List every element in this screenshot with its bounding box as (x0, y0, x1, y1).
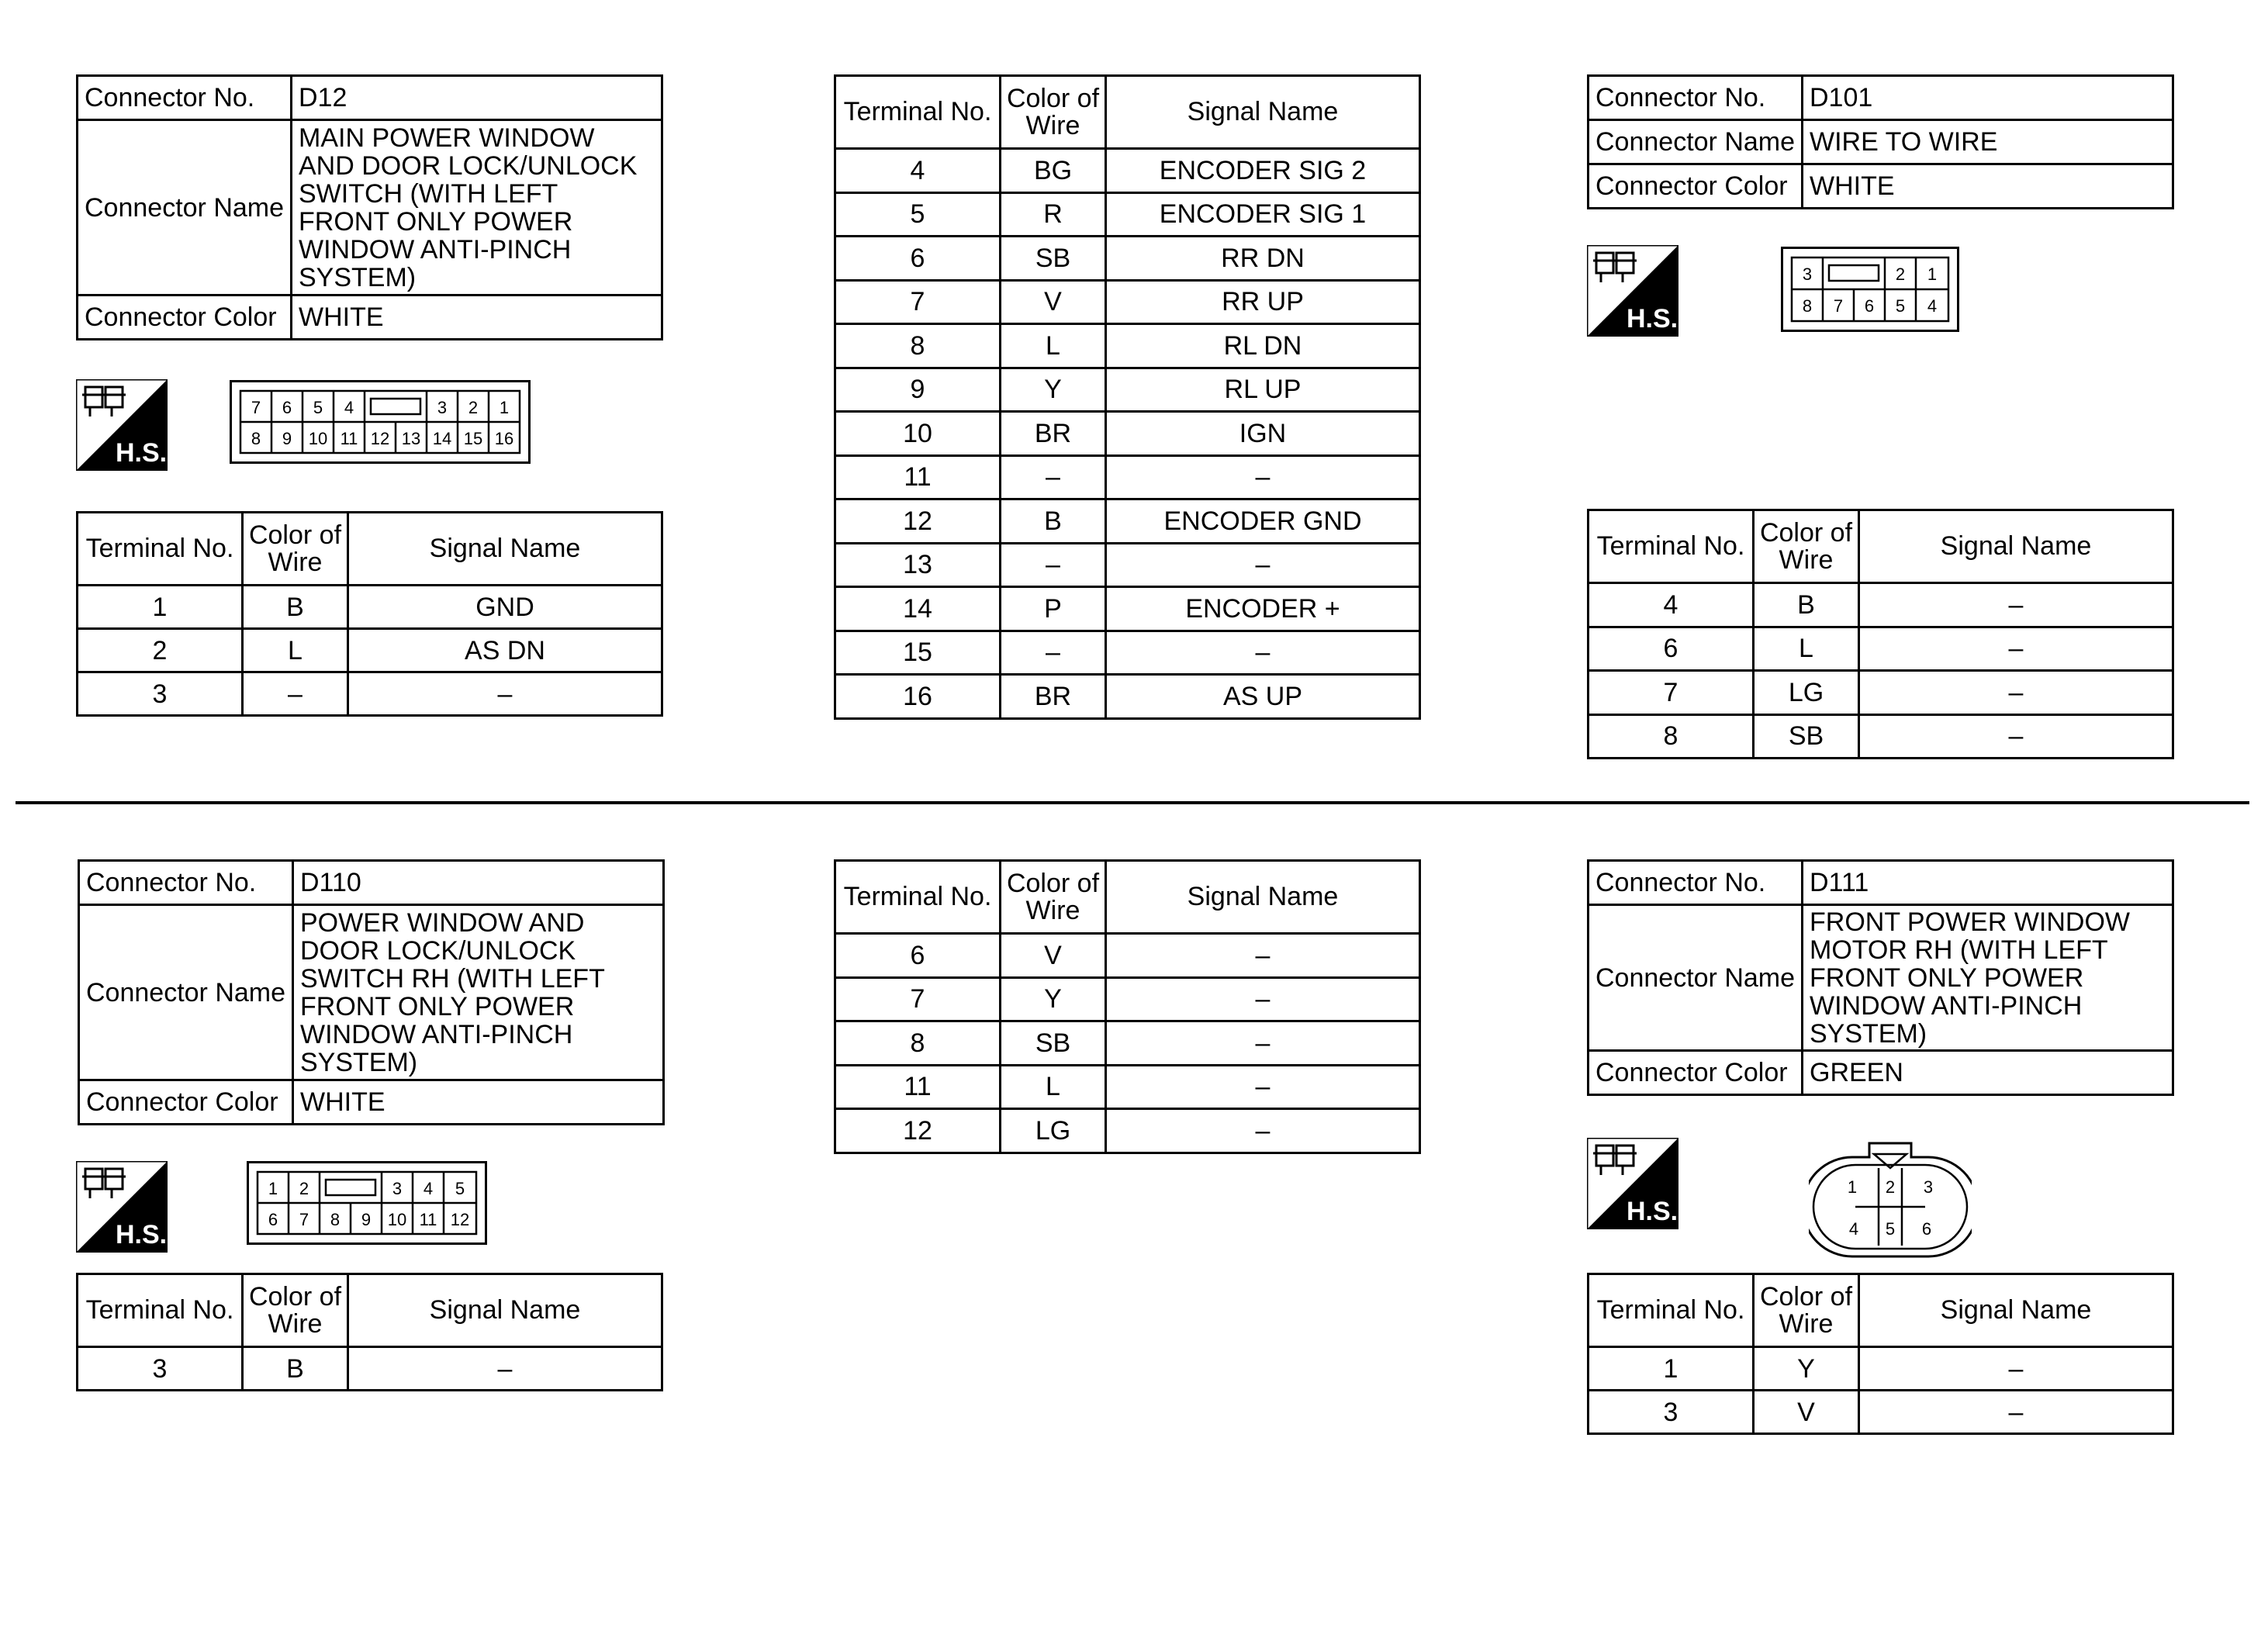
connector-face-d101 (1781, 247, 1959, 332)
pin-label: 4 (1927, 296, 1938, 316)
pin-label: 10 (308, 429, 328, 448)
pin-label: 5 (1885, 1219, 1896, 1239)
table-row: 8 L RL DN (835, 324, 1420, 368)
terminal-no-header: Terminal No. (1589, 1274, 1754, 1347)
pin-label: 4 (1848, 1219, 1859, 1239)
signal-name-header: Signal Name (1106, 861, 1420, 934)
terminal-no-header: Terminal No. (835, 76, 1001, 149)
pin-label: 2 (1885, 1177, 1896, 1197)
terminal-table-d101 (1587, 509, 2174, 759)
connector-no-label: Connector No. (78, 76, 292, 120)
connector-color-value: GREEN (1803, 1051, 2173, 1095)
table-row: 15 – – (835, 631, 1420, 675)
connector-info-d12 (76, 74, 663, 340)
connector-info-d110 (78, 859, 665, 1125)
pin-label: 13 (401, 429, 421, 448)
connector-info-d111 (1587, 859, 2174, 1096)
connector-name-value: FRONT POWER WINDOW MOTOR RH (WITH LEFT FRONT ONLY POWER WINDOW ANTI-PINCH SYSTEM) (1803, 905, 2173, 1051)
pin-label: 7 (251, 398, 261, 417)
pin-label: 5 (1895, 296, 1906, 316)
pin-label: 3 (1802, 264, 1813, 284)
pin-label: 8 (251, 429, 261, 448)
pin-label: 8 (330, 1210, 341, 1229)
pin-label: 3 (437, 398, 448, 417)
hs-badge-text: H.S. (115, 1220, 168, 1249)
pin-label: 15 (463, 429, 483, 448)
table-row: 1 Y – (1589, 1347, 2173, 1391)
harness-side-icon (1587, 1138, 1678, 1229)
pin-label: 7 (299, 1210, 309, 1229)
terminal-table-d111 (1587, 1273, 2174, 1435)
pin-label: 6 (1921, 1219, 1932, 1239)
table-row: 6 L – (1589, 627, 2173, 671)
table-row: 10 BR IGN (835, 412, 1420, 456)
harness-side-icon (76, 379, 168, 471)
table-row: 12 LG – (835, 1109, 1420, 1153)
terminal-table-d110 (76, 1273, 663, 1391)
table-row: 14 P ENCODER + (835, 587, 1420, 631)
table-row: 3 – – (78, 672, 662, 716)
harness-side-icon (1587, 245, 1678, 337)
connector-name-label: Connector Name (79, 905, 293, 1080)
pin-label: 12 (450, 1210, 470, 1229)
signal-name-header: Signal Name (348, 1274, 662, 1347)
hs-badge-text: H.S. (115, 438, 168, 468)
signal-name-header: Signal Name (1106, 76, 1420, 149)
pin-label: 3 (392, 1179, 403, 1198)
connector-info-d101 (1587, 74, 2174, 209)
section-divider (16, 801, 2249, 804)
connector-color-value: WHITE (292, 295, 662, 340)
table-row: 2 L AS DN (78, 629, 662, 672)
pin-label: 5 (313, 398, 323, 417)
connector-name-value: MAIN POWER WINDOW AND DOOR LOCK/UNLOCK SWITCH (WITH LEFT FRONT ONLY POWER WINDOW ANTI-PINCH SYSTEM) (292, 120, 662, 295)
table-row: 11 – – (835, 455, 1420, 499)
pin-label: 2 (1895, 264, 1906, 284)
connector-color-label: Connector Color (1589, 1051, 1803, 1095)
pin-label: 14 (432, 429, 452, 448)
pin-label: 9 (361, 1210, 372, 1229)
table-row: 7 LG – (1589, 671, 2173, 715)
connector-no-label: Connector No. (1589, 76, 1803, 120)
table-row: 4 BG ENCODER SIG 2 (835, 149, 1420, 193)
pin-label: 8 (1802, 296, 1813, 316)
connector-color-label: Connector Color (1589, 164, 1803, 209)
connector-color-value: WHITE (1803, 164, 2173, 209)
color-of-wire-header: Color of Wire (1754, 1274, 1859, 1347)
pin-label: 9 (282, 429, 292, 448)
hs-badge-text: H.S. (1626, 1197, 1678, 1226)
terminal-no-header: Terminal No. (1589, 510, 1754, 583)
color-of-wire-header: Color of Wire (1001, 861, 1106, 934)
table-row: 3 V – (1589, 1391, 2173, 1434)
pin-label: 7 (1833, 296, 1844, 316)
terminal-table-d110-continued (834, 859, 1421, 1154)
connector-color-label: Connector Color (78, 295, 292, 340)
table-row: 7 Y – (835, 977, 1420, 1021)
table-row: 5 R ENCODER SIG 1 (835, 192, 1420, 237)
pin-label: 11 (340, 429, 358, 448)
pin-label: 6 (282, 398, 292, 417)
connector-no-value: D110 (293, 861, 664, 905)
color-of-wire-header: Color of Wire (243, 1274, 348, 1347)
pin-label: 3 (1923, 1177, 1934, 1197)
harness-side-icon (76, 1161, 168, 1253)
color-of-wire-header: Color of Wire (1001, 76, 1106, 149)
table-row: 13 – – (835, 543, 1420, 587)
pin-label: 1 (1847, 1177, 1858, 1197)
table-row: 3 B – (78, 1347, 662, 1391)
terminal-no-header: Terminal No. (78, 1274, 243, 1347)
connector-name-label: Connector Name (78, 120, 292, 295)
connector-color-value: WHITE (293, 1080, 664, 1125)
signal-name-header: Signal Name (1859, 510, 2173, 583)
pin-label: 4 (344, 398, 354, 417)
connector-name-label: Connector Name (1589, 120, 1803, 164)
pin-label: 11 (419, 1210, 437, 1229)
connector-name-value: WIRE TO WIRE (1803, 120, 2173, 164)
connector-no-value: D12 (292, 76, 662, 120)
terminal-table-d12-continued (834, 74, 1421, 720)
pin-label: 1 (1927, 264, 1938, 284)
table-row: 8 SB – (1589, 714, 2173, 759)
table-row: 7 V RR UP (835, 280, 1420, 324)
table-row: 8 SB – (835, 1021, 1420, 1066)
hs-badge-text: H.S. (1626, 304, 1678, 334)
pin-label: 2 (299, 1179, 309, 1198)
connector-name-value: POWER WINDOW AND DOOR LOCK/UNLOCK SWITCH RH (WITH LEFT FRONT ONLY POWER WINDOW ANTI-PINCH SYSTEM) (293, 905, 664, 1080)
color-of-wire-header: Color of Wire (1754, 510, 1859, 583)
table-row: 11 L – (835, 1065, 1420, 1109)
pin-label: 6 (268, 1210, 278, 1229)
pin-label: 10 (387, 1210, 407, 1229)
pin-label: 6 (1864, 296, 1875, 316)
pin-label: 2 (468, 398, 479, 417)
connector-face-d110 (247, 1161, 487, 1245)
table-row: 1 B GND (78, 586, 662, 629)
pin-label: 16 (494, 429, 514, 448)
pin-label: 1 (268, 1179, 278, 1198)
table-row: 12 B ENCODER GND (835, 499, 1420, 544)
table-row: 9 Y RL UP (835, 368, 1420, 412)
connector-no-value: D111 (1803, 861, 2173, 905)
pin-label: 4 (423, 1179, 434, 1198)
connector-no-value: D101 (1803, 76, 2173, 120)
color-of-wire-header: Color of Wire (243, 513, 348, 586)
table-row: 4 B – (1589, 583, 2173, 627)
signal-name-header: Signal Name (1859, 1274, 2173, 1347)
pin-label: 12 (370, 429, 390, 448)
connector-color-label: Connector Color (79, 1080, 293, 1125)
signal-name-header: Signal Name (348, 513, 662, 586)
connector-name-label: Connector Name (1589, 905, 1803, 1051)
pin-label: 1 (499, 398, 510, 417)
terminal-no-header: Terminal No. (78, 513, 243, 586)
table-row: 16 BR AS UP (835, 675, 1420, 719)
table-row: 6 SB RR DN (835, 237, 1420, 281)
pin-label: 5 (455, 1179, 465, 1198)
connector-no-label: Connector No. (1589, 861, 1803, 905)
connector-no-label: Connector No. (79, 861, 293, 905)
connector-face-d111 (1809, 1140, 1972, 1261)
terminal-no-header: Terminal No. (835, 861, 1001, 934)
terminal-table-d12 (76, 511, 663, 717)
connector-face-d12 (230, 380, 531, 464)
table-row: 6 V – (835, 934, 1420, 978)
